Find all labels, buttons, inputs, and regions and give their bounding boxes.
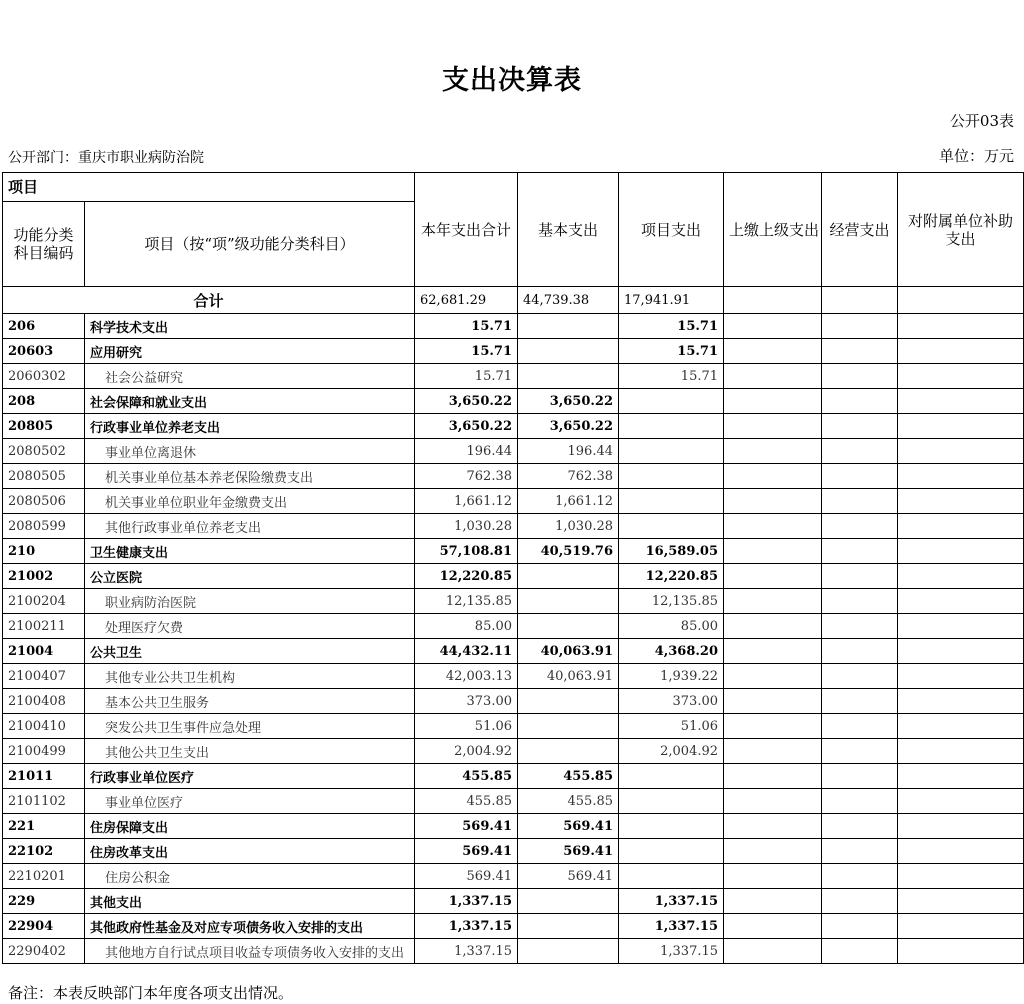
header-code: 功能分类科目编码 — [3, 202, 85, 287]
basic-cell: 3,650.22 — [518, 389, 619, 414]
basic-cell — [518, 889, 619, 914]
upper-cell — [724, 664, 822, 689]
code-cell: 2210201 — [3, 864, 85, 889]
total-cell: 85.00 — [415, 614, 518, 639]
upper-cell — [724, 439, 822, 464]
total-cell: 373.00 — [415, 689, 518, 714]
business-cell — [822, 639, 898, 664]
header-item: 项目 — [3, 173, 415, 202]
basic-cell: 455.85 — [518, 789, 619, 814]
upper-cell — [724, 339, 822, 364]
upper-cell — [724, 939, 822, 964]
total-cell: 51.06 — [415, 714, 518, 739]
basic-cell: 569.41 — [518, 814, 619, 839]
code-cell: 22102 — [3, 839, 85, 864]
name-cell: 社会保障和就业支出 — [85, 389, 415, 414]
code-cell: 2080502 — [3, 439, 85, 464]
basic-cell — [518, 614, 619, 639]
total-cell: 44,432.11 — [415, 639, 518, 664]
subsidy-cell — [898, 314, 1024, 339]
subsidy-cell — [898, 439, 1024, 464]
table-row — [3, 789, 1024, 814]
name-cell: 其他政府性基金及对应专项债务收入安排的支出 — [85, 914, 415, 939]
total-cell: 569.41 — [415, 839, 518, 864]
total-cell: 569.41 — [415, 814, 518, 839]
name-cell: 住房改革支出 — [85, 839, 415, 864]
subsidy-cell — [898, 789, 1024, 814]
total-business — [822, 287, 898, 314]
name-cell: 其他支出 — [85, 889, 415, 914]
subsidy-cell — [898, 839, 1024, 864]
subsidy-cell — [898, 464, 1024, 489]
upper-cell — [724, 489, 822, 514]
basic-cell: 196.44 — [518, 439, 619, 464]
business-cell — [822, 414, 898, 439]
name-cell: 机关事业单位基本养老保险缴费支出 — [85, 464, 415, 489]
total-cell: 15.71 — [415, 314, 518, 339]
header-subsidy: 对附属单位补助支出 — [898, 173, 1024, 287]
subsidy-cell — [898, 739, 1024, 764]
name-cell: 社会公益研究 — [85, 364, 415, 389]
total-cell: 3,650.22 — [415, 389, 518, 414]
project-cell — [619, 514, 724, 539]
subsidy-cell — [898, 414, 1024, 439]
basic-cell — [518, 314, 619, 339]
upper-cell — [724, 464, 822, 489]
basic-cell: 1,030.28 — [518, 514, 619, 539]
table-row — [3, 589, 1024, 614]
name-cell: 其他地方自行试点项目收益专项债务收入安排的支出 — [85, 939, 415, 964]
table-row — [3, 339, 1024, 364]
basic-cell — [518, 689, 619, 714]
code-cell: 2100410 — [3, 714, 85, 739]
total-cell: 12,135.85 — [415, 589, 518, 614]
total-cell: 762.38 — [415, 464, 518, 489]
code-cell: 208 — [3, 389, 85, 414]
business-cell — [822, 364, 898, 389]
project-cell — [619, 389, 724, 414]
code-cell: 2101102 — [3, 789, 85, 814]
total-cell: 15.71 — [415, 339, 518, 364]
total-cell: 12,220.85 — [415, 564, 518, 589]
total-cell: 569.41 — [415, 864, 518, 889]
code-cell: 2290402 — [3, 939, 85, 964]
project-cell: 15.71 — [619, 364, 724, 389]
upper-cell — [724, 314, 822, 339]
name-cell: 科学技术支出 — [85, 314, 415, 339]
upper-cell — [724, 639, 822, 664]
table-row — [3, 614, 1024, 639]
total-upper — [724, 287, 822, 314]
name-cell: 住房保障支出 — [85, 814, 415, 839]
upper-cell — [724, 389, 822, 414]
project-cell: 85.00 — [619, 614, 724, 639]
table-row — [3, 689, 1024, 714]
project-cell — [619, 464, 724, 489]
project-cell: 15.71 — [619, 314, 724, 339]
project-cell: 12,135.85 — [619, 589, 724, 614]
subsidy-cell — [898, 589, 1024, 614]
name-cell: 其他行政事业单位养老支出 — [85, 514, 415, 539]
total-cell: 57,108.81 — [415, 539, 518, 564]
business-cell — [822, 914, 898, 939]
subsidy-cell — [898, 389, 1024, 414]
table-row — [3, 514, 1024, 539]
subsidy-cell — [898, 864, 1024, 889]
code-cell: 20805 — [3, 414, 85, 439]
subsidy-cell — [898, 664, 1024, 689]
business-cell — [822, 789, 898, 814]
table-row — [3, 314, 1024, 339]
total-basic: 44,739.38 — [518, 287, 619, 314]
upper-cell — [724, 364, 822, 389]
total-cell: 42,003.13 — [415, 664, 518, 689]
business-cell — [822, 464, 898, 489]
business-cell — [822, 764, 898, 789]
upper-cell — [724, 589, 822, 614]
business-cell — [822, 539, 898, 564]
name-cell: 职业病防治医院 — [85, 589, 415, 614]
business-cell — [822, 614, 898, 639]
name-cell: 处理医疗欠费 — [85, 614, 415, 639]
table-row — [3, 364, 1024, 389]
code-cell: 2080506 — [3, 489, 85, 514]
subsidy-cell — [898, 689, 1024, 714]
project-cell: 1,337.15 — [619, 939, 724, 964]
upper-cell — [724, 839, 822, 864]
name-cell: 事业单位离退休 — [85, 439, 415, 464]
basic-cell — [518, 339, 619, 364]
business-cell — [822, 489, 898, 514]
total-cell: 1,661.12 — [415, 489, 518, 514]
business-cell — [822, 739, 898, 764]
project-cell — [619, 814, 724, 839]
table-row — [3, 489, 1024, 514]
upper-cell — [724, 814, 822, 839]
total-cell: 1,030.28 — [415, 514, 518, 539]
footnote: 备注：本表反映部门本年度各项支出情况。 — [8, 984, 294, 1002]
subsidy-cell — [898, 564, 1024, 589]
subsidy-cell — [898, 764, 1024, 789]
report-title: 支出决算表 — [442, 65, 582, 96]
basic-cell — [518, 739, 619, 764]
name-cell: 机关事业单位职业年金缴费支出 — [85, 489, 415, 514]
table-row — [3, 639, 1024, 664]
total-cell: 1,337.15 — [415, 914, 518, 939]
business-cell — [822, 439, 898, 464]
code-cell: 2100408 — [3, 689, 85, 714]
upper-cell — [724, 914, 822, 939]
basic-cell: 569.41 — [518, 839, 619, 864]
basic-cell: 455.85 — [518, 764, 619, 789]
code-cell: 20603 — [3, 339, 85, 364]
project-cell: 1,337.15 — [619, 914, 724, 939]
code-cell: 2100407 — [3, 664, 85, 689]
project-cell: 1,939.22 — [619, 664, 724, 689]
code-cell: 229 — [3, 889, 85, 914]
business-cell — [822, 689, 898, 714]
name-cell: 应用研究 — [85, 339, 415, 364]
header-basic: 基本支出 — [518, 173, 619, 287]
upper-cell — [724, 739, 822, 764]
upper-cell — [724, 714, 822, 739]
subsidy-cell — [898, 514, 1024, 539]
code-cell: 2100204 — [3, 589, 85, 614]
basic-cell — [518, 939, 619, 964]
basic-cell: 762.38 — [518, 464, 619, 489]
business-cell — [822, 889, 898, 914]
project-cell — [619, 864, 724, 889]
upper-cell — [724, 889, 822, 914]
table-row — [3, 539, 1024, 564]
header-total: 本年支出合计 — [415, 173, 518, 287]
basic-cell — [518, 714, 619, 739]
code-cell: 2080599 — [3, 514, 85, 539]
subsidy-cell — [898, 339, 1024, 364]
subsidy-cell — [898, 714, 1024, 739]
project-cell: 51.06 — [619, 714, 724, 739]
upper-cell — [724, 514, 822, 539]
project-cell: 4,368.20 — [619, 639, 724, 664]
table-row — [3, 564, 1024, 589]
project-cell — [619, 489, 724, 514]
business-cell — [822, 839, 898, 864]
total-label: 合计 — [3, 287, 415, 314]
table-body — [3, 287, 1024, 964]
name-cell: 公共卫生 — [85, 639, 415, 664]
table-row — [3, 939, 1024, 964]
table-row — [3, 439, 1024, 464]
code-cell: 21011 — [3, 764, 85, 789]
code-cell: 206 — [3, 314, 85, 339]
name-cell: 其他公共卫生支出 — [85, 739, 415, 764]
total-cell: 2,004.92 — [415, 739, 518, 764]
code-cell: 21002 — [3, 564, 85, 589]
code-cell: 21004 — [3, 639, 85, 664]
subsidy-cell — [898, 489, 1024, 514]
table-row — [3, 414, 1024, 439]
business-cell — [822, 814, 898, 839]
table-row — [3, 764, 1024, 789]
header-upper: 上缴上级支出 — [724, 173, 822, 287]
basic-cell — [518, 564, 619, 589]
basic-cell: 40,519.76 — [518, 539, 619, 564]
subsidy-cell — [898, 364, 1024, 389]
table-row — [3, 864, 1024, 889]
table-row — [3, 889, 1024, 914]
project-cell — [619, 439, 724, 464]
upper-cell — [724, 689, 822, 714]
upper-cell — [724, 764, 822, 789]
project-cell — [619, 789, 724, 814]
total-cell: 1,337.15 — [415, 939, 518, 964]
project-cell: 12,220.85 — [619, 564, 724, 589]
subsidy-cell — [898, 614, 1024, 639]
expenditure-table — [2, 172, 1024, 964]
code-cell: 221 — [3, 814, 85, 839]
project-cell — [619, 839, 724, 864]
table-row — [3, 914, 1024, 939]
total-sum: 62,681.29 — [415, 287, 518, 314]
upper-cell — [724, 414, 822, 439]
name-cell: 基本公共卫生服务 — [85, 689, 415, 714]
name-cell: 突发公共卫生事件应急处理 — [85, 714, 415, 739]
basic-cell: 3,650.22 — [518, 414, 619, 439]
name-cell: 其他专业公共卫生机构 — [85, 664, 415, 689]
project-cell: 1,337.15 — [619, 889, 724, 914]
name-cell: 行政事业单位养老支出 — [85, 414, 415, 439]
total-cell: 455.85 — [415, 789, 518, 814]
total-row — [3, 287, 1024, 314]
business-cell — [822, 389, 898, 414]
basic-cell — [518, 364, 619, 389]
total-cell: 1,337.15 — [415, 889, 518, 914]
code-cell: 2100499 — [3, 739, 85, 764]
subsidy-cell — [898, 914, 1024, 939]
header-business: 经营支出 — [822, 173, 898, 287]
total-subsidy — [898, 287, 1024, 314]
business-cell — [822, 589, 898, 614]
form-number: 公开03表 — [949, 112, 1014, 130]
table-row — [3, 739, 1024, 764]
upper-cell — [724, 614, 822, 639]
department-label: 公开部门：重庆市职业病防治院 — [8, 150, 204, 166]
table-row — [3, 714, 1024, 739]
project-cell: 373.00 — [619, 689, 724, 714]
upper-cell — [724, 539, 822, 564]
table-row — [3, 389, 1024, 414]
total-cell: 196.44 — [415, 439, 518, 464]
subsidy-cell — [898, 539, 1024, 564]
basic-cell — [518, 914, 619, 939]
table-row — [3, 839, 1024, 864]
total-cell: 3,650.22 — [415, 414, 518, 439]
business-cell — [822, 564, 898, 589]
project-cell — [619, 414, 724, 439]
upper-cell — [724, 864, 822, 889]
basic-cell: 40,063.91 — [518, 664, 619, 689]
name-cell: 卫生健康支出 — [85, 539, 415, 564]
business-cell — [822, 664, 898, 689]
code-cell: 2060302 — [3, 364, 85, 389]
total-cell: 15.71 — [415, 364, 518, 389]
business-cell — [822, 939, 898, 964]
basic-cell: 569.41 — [518, 864, 619, 889]
code-cell: 2100211 — [3, 614, 85, 639]
subsidy-cell — [898, 889, 1024, 914]
upper-cell — [724, 789, 822, 814]
project-cell — [619, 764, 724, 789]
project-cell: 2,004.92 — [619, 739, 724, 764]
basic-cell: 1,661.12 — [518, 489, 619, 514]
business-cell — [822, 514, 898, 539]
name-cell: 住房公积金 — [85, 864, 415, 889]
upper-cell — [724, 564, 822, 589]
code-cell: 210 — [3, 539, 85, 564]
business-cell — [822, 314, 898, 339]
subsidy-cell — [898, 814, 1024, 839]
name-cell: 公立医院 — [85, 564, 415, 589]
project-cell: 15.71 — [619, 339, 724, 364]
subsidy-cell — [898, 639, 1024, 664]
business-cell — [822, 339, 898, 364]
name-cell: 行政事业单位医疗 — [85, 764, 415, 789]
header-project: 项目支出 — [619, 173, 724, 287]
code-cell: 2080505 — [3, 464, 85, 489]
business-cell — [822, 864, 898, 889]
total-project: 17,941.91 — [619, 287, 724, 314]
business-cell — [822, 714, 898, 739]
unit-label: 单位：万元 — [938, 147, 1014, 165]
table-row — [3, 464, 1024, 489]
header-name: 项目（按“项”级功能分类科目） — [85, 202, 415, 287]
table-row — [3, 814, 1024, 839]
subsidy-cell — [898, 939, 1024, 964]
basic-cell — [518, 589, 619, 614]
project-cell: 16,589.05 — [619, 539, 724, 564]
total-cell: 455.85 — [415, 764, 518, 789]
name-cell: 事业单位医疗 — [85, 789, 415, 814]
code-cell: 22904 — [3, 914, 85, 939]
table-row — [3, 664, 1024, 689]
basic-cell: 40,063.91 — [518, 639, 619, 664]
